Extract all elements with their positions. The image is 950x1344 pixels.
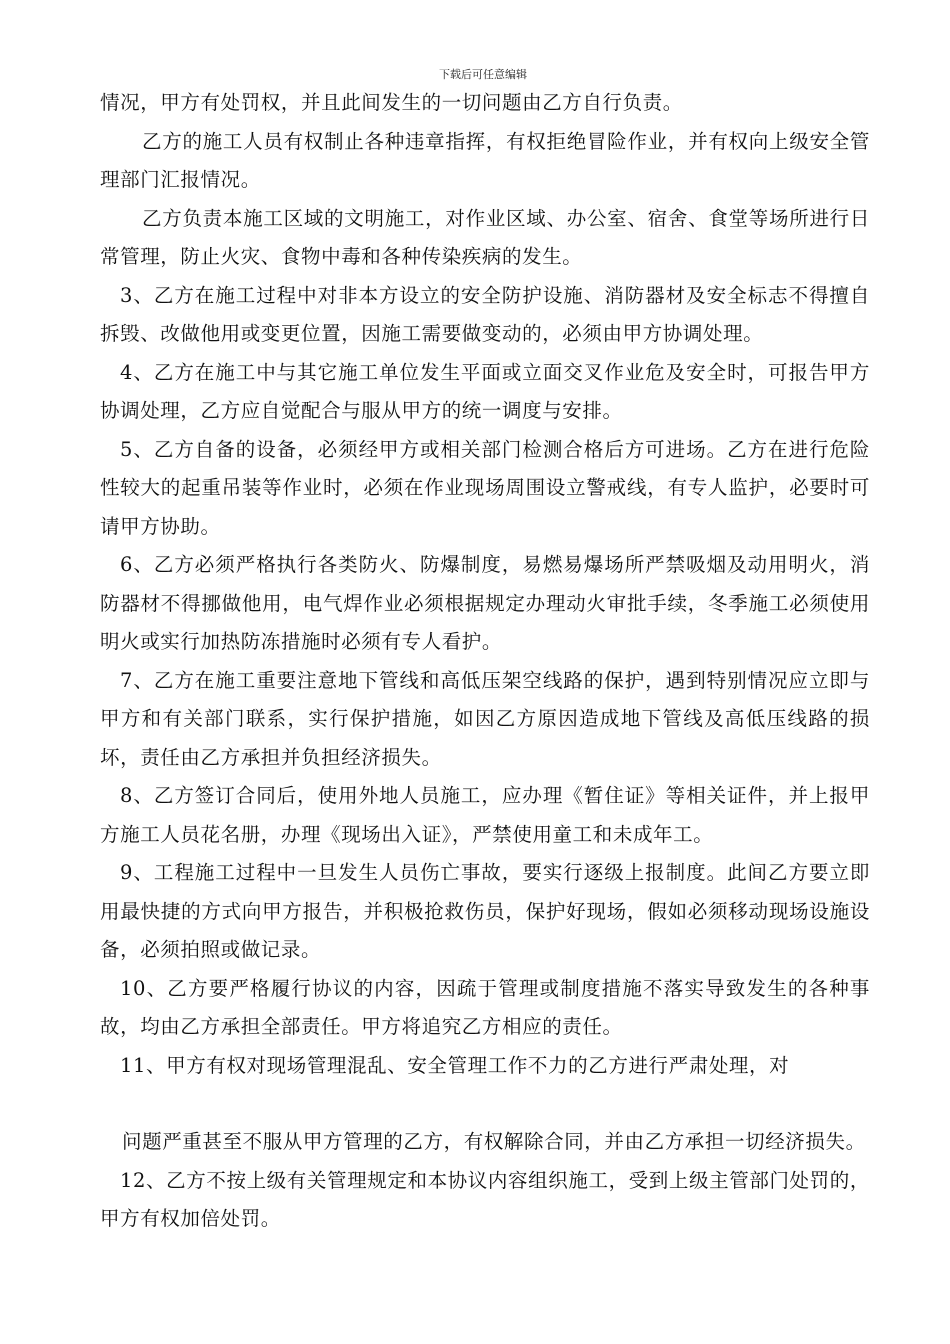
clause-11-start: 11、甲方有权对现场管理混乱、安全管理工作不力的乙方进行严肃处理，对 [120, 1053, 790, 1077]
page-gap [100, 1085, 870, 1123]
document-body [100, 84, 870, 1239]
paragraphs-bottom [100, 1123, 870, 1239]
paragraph: 乙方的施工人员有权制止各种违章指挥，有权拒绝冒险作业，并有权向上级安全管理部门汇报情况。 [100, 129, 870, 191]
paragraphs-top [100, 84, 870, 1085]
clause-4: 4、乙方在施工中与其它施工单位发生平面或立面交叉作业危及安全时，可报告甲方协调处理，乙方应自觉配合与服从甲方的统一调度与安排。 [100, 360, 870, 422]
clause-3: 3、乙方在施工过程中对非本方设立的安全防护设施、消防器材及安全标志不得擅自拆毁、改做他用或变更位置，因施工需要做变动的，必须由甲方协调处理。 [100, 283, 870, 345]
paragraph: 情况，甲方有处罚权，并且此间发生的一切问题由乙方自行负责。 [100, 91, 683, 114]
clause-8: 8、乙方签订合同后，使用外地人员施工，应办理《暂住证》等相关证件，并上报甲方施工人员花名册，办理《现场出入证》，严禁使用童工和未成年工。 [100, 784, 870, 846]
paragraph: 乙方负责本施工区域的文明施工，对作业区域、办公室、宿舍、食堂等场所进行日常管理，防止火灾、食物中毒和各种传染疾病的发生。 [100, 206, 870, 268]
clause-11-continued: 问题严重甚至不服从甲方管理的乙方，有权解除合同，并由乙方承担一切经济损失。 [122, 1130, 866, 1153]
clause-10: 10、乙方要严格履行协议的内容，因疏于管理或制度措施不落实导致发生的各种事故，均由乙方承担全部责任。甲方将追究乙方相应的责任。 [100, 976, 870, 1038]
clause-6: 6、乙方必须严格执行各类防火、防爆制度，易燃易爆场所严禁吸烟及动用明火，消防器材不得挪做他用，电气焊作业必须根据规定办理动火审批手续，冬季施工必须使用明火或实行加热防冻措施时必须有专人看护。 [100, 553, 870, 653]
clause-7: 7、乙方在施工重要注意地下管线和高低压架空线路的保护，遇到特别情况应立即与甲方和有关部门联系，实行保护措施，如因乙方原因造成地下管线及高低压线路的损坏，责任由乙方承担并负担经济损失。 [100, 668, 870, 769]
clause-9: 9、工程施工过程中一旦发生人员伤亡事故，要实行逐级上报制度。此间乙方要立即用最快捷的方式向甲方报告，并积极抢救伤员，保护好现场，假如必须移动现场设施设备，必须拍照或做记录。 [100, 861, 870, 961]
clause-5: 5、乙方自备的设备，必须经甲方或相关部门检测合格后方可进场。乙方在进行危险性较大的起重吊装等作业时，必须在作业现场周围设立警戒线，有专人监护，必要时可请甲方协助。 [100, 437, 870, 538]
clause-12: 12、乙方不按上级有关管理规定和本协议内容组织施工，受到上级主管部门处罚的，甲方有权加倍处罚。 [100, 1168, 870, 1230]
header-note: 下载后可任意编辑 [439, 68, 527, 81]
